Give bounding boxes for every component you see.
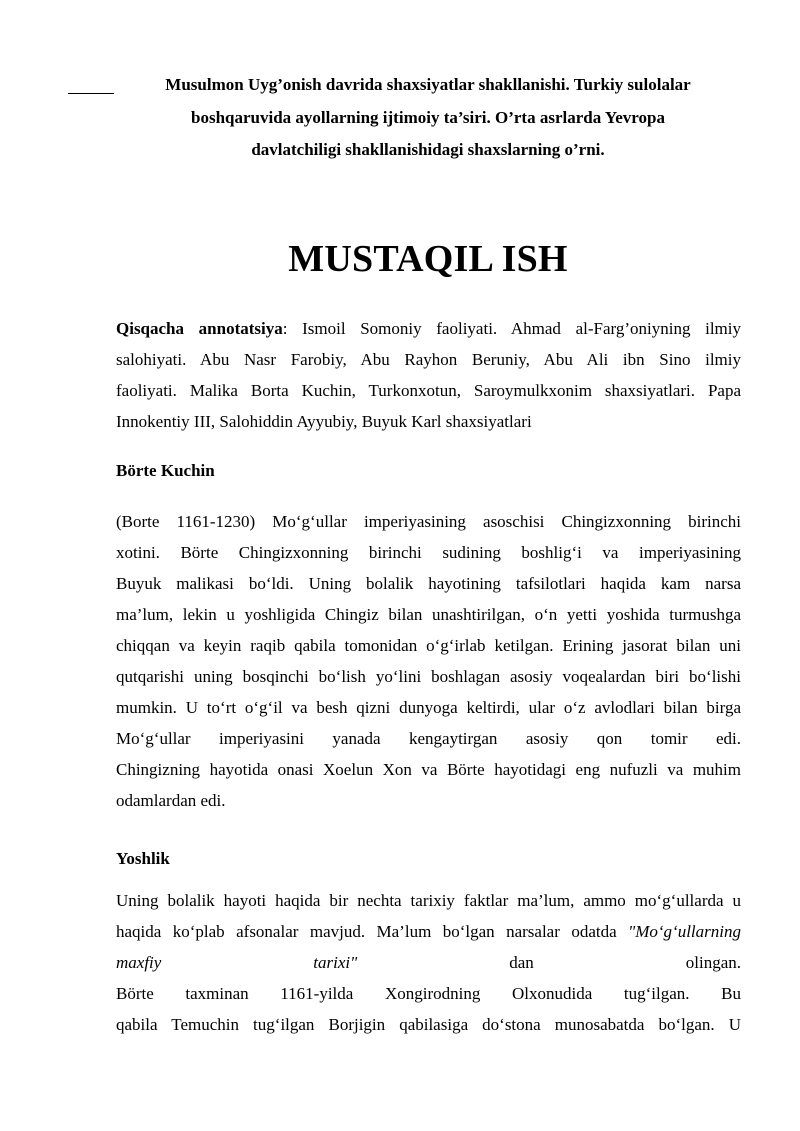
paragraph-line: chiqqan va keyin raqib qabila tomonidan o‘g‘irlab ketilgan. Erining jasorat bilan uni [116, 636, 741, 655]
paragraph-line: Mo‘g‘ullar imperiyasini yanada kengaytirgan asosiy qon tomir edi. [116, 729, 741, 748]
annotation-line: Innokentiy III, Salohiddin Ayyubiy, Buyuk Karl shaxsiyatlari [116, 412, 532, 431]
annotation-paragraph [116, 313, 741, 437]
paragraph-text: dan [509, 953, 534, 972]
page-title: MUSTAQIL ISH [288, 238, 568, 280]
paragraph-line: Börte taxminan 1161-yilda Xongirodning Olxonudida tug‘ilgan. Bu [116, 984, 741, 1003]
topic-line: davlatchiligi shakllanishidagi shaxslarning o’rni. [251, 140, 605, 159]
paragraph-line: (Borte 1161-1230) Mo‘g‘ullar imperiyasining asoschisi Chingizxonning birinchi [116, 512, 741, 531]
paragraph-line: Chingizning hayotida onasi Xoelun Xon va Börte hayotidagi eng nufuzli va muhim [116, 760, 741, 779]
paragraph-line: qabila Temuchin tug‘ilgan Borjigin qabilasiga do‘stona munosabatda bo‘lgan. U [116, 1015, 741, 1034]
paragraph-line: qutqarishi uning bosqinchi bo‘lish yo‘lini boshlagan asosiy voqealardan biri bo‘lishi [116, 667, 741, 686]
paragraph-line: mumkin. U to‘rt o‘g‘il va besh qizni dunyoga keltirdi, ular o‘z avlodlari bilan birga [116, 698, 741, 717]
section-heading-yoshlik: Yoshlik [116, 849, 170, 868]
section-heading-borte: Börte Kuchin [116, 461, 215, 480]
paragraph-line: xotini. Börte Chingizxonning birinchi sudining boshlig‘i va imperiyasining [116, 543, 741, 562]
paragraph-line [116, 916, 741, 947]
yoshlik-paragraph [116, 885, 741, 1040]
annotation-line [116, 313, 741, 344]
blank-underline [68, 93, 114, 94]
paragraph-text: olingan. [685, 953, 742, 972]
paragraph-line: Buyuk malikasi bo‘ldi. Uning bolalik hayotining tafsilotlari haqida kam narsa [116, 574, 741, 593]
paragraph-line [116, 947, 741, 978]
annotation-label: Qisqacha annotatsiya [116, 319, 283, 338]
annotation-text: : Ismoil Somoniy faoliyati. Ahmad al-Farg’oniyning ilmiy [282, 319, 742, 338]
topic-line: boshqaruvida ayollarning ijtimoiy ta’siri. O’rta asrlarda Yevropa [191, 107, 665, 127]
topic-heading [118, 69, 738, 167]
topic-line: Musulmon Uyg’onish davrida shaxsiyatlar shakllanishi. Turkiy sulolalar [165, 75, 691, 94]
source-title-part: maxfiy [116, 953, 162, 972]
paragraph-line: ma’lum, lekin u yoshligida Chingiz bilan unashtirilgan, o‘n yetti yoshida turmushga [116, 605, 741, 624]
paragraph-line: odamlardan edi. [116, 791, 226, 810]
annotation-line: faoliyati. Malika Borta Kuchin, Turkonxotun, Saroymulkxonim shaxsiyatlari. Papa [116, 381, 741, 400]
paragraph-line: Uning bolalik hayoti haqida bir nechta tarixiy faktlar ma’lum, ammo mo‘g‘ullarda u [116, 891, 741, 910]
source-title-part: "Mo‘g‘ullarning [628, 922, 741, 941]
annotation-line: salohiyati. Abu Nasr Farobiy, Abu Rayhon Beruniy, Abu Ali ibn Sino ilmiy [116, 350, 741, 369]
paragraph-text: haqida ko‘plab afsonalar mavjud. Ma’lum bo‘lgan narsalar odatda [116, 922, 629, 941]
source-title-part: tarixi" [313, 953, 358, 972]
borte-paragraph [116, 506, 741, 816]
